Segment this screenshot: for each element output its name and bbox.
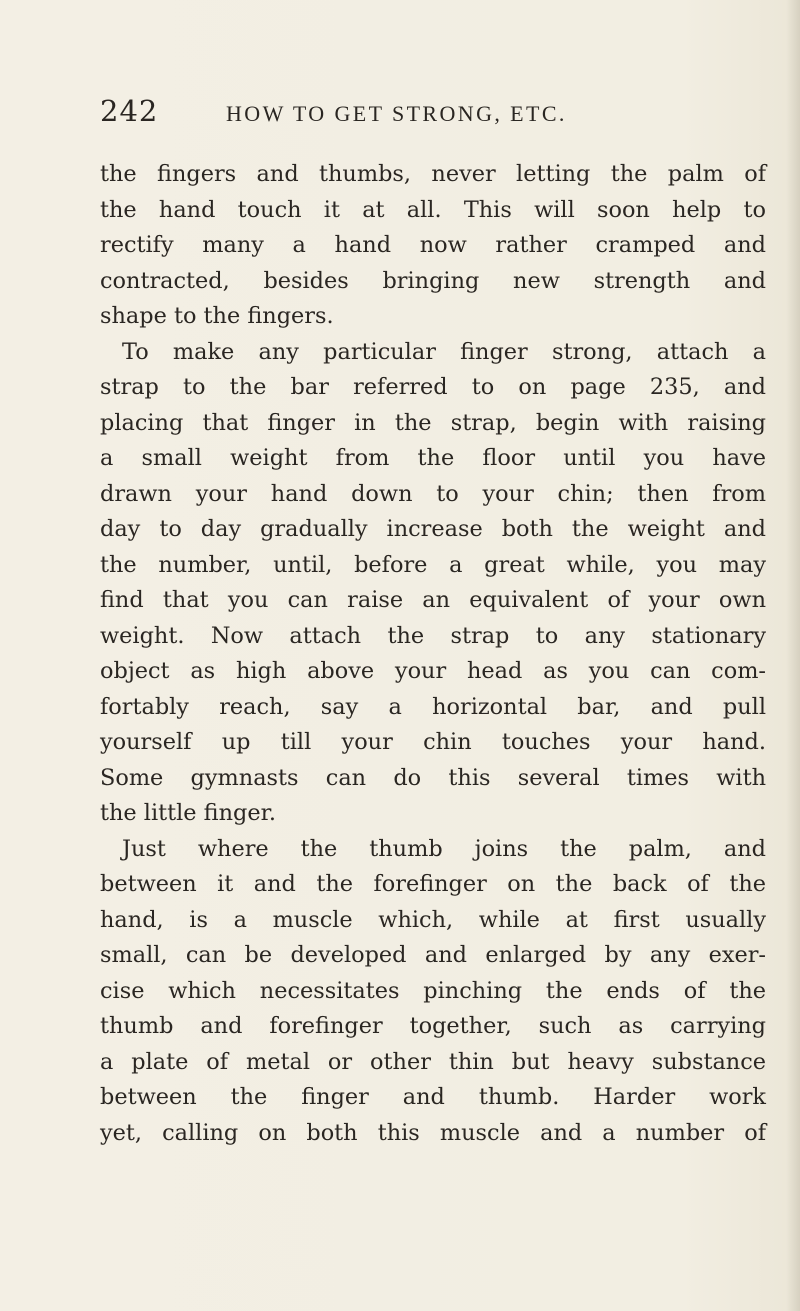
page-number: 242 bbox=[100, 94, 159, 128]
page-header bbox=[100, 94, 760, 134]
text-line: To make any particular finger strong, attach a bbox=[122, 338, 766, 365]
text-line: the fingers and thumbs, never letting the palm of bbox=[100, 161, 766, 187]
text-line: a plate of metal or other thin but heavy substance bbox=[100, 1048, 766, 1075]
text-line: a small weight from the floor until you have bbox=[100, 445, 766, 471]
text-line: find that you can raise an equivalent of your own bbox=[100, 587, 766, 613]
text-line: rectify many a hand now rather cramped and bbox=[100, 232, 766, 258]
text-line: shape to the fingers. bbox=[100, 303, 334, 329]
text-line: the number, until, before a great while, you may bbox=[100, 551, 766, 578]
running-head: HOW TO GET STRONG, ETC. bbox=[226, 101, 567, 126]
text-line: yourself up till your chin touches your hand. bbox=[100, 729, 766, 755]
text-line: between the finger and thumb. Harder work bbox=[100, 1084, 766, 1110]
text-line: object as high above your head as you can com- bbox=[100, 658, 766, 684]
text-line: fortably reach, say a horizontal bar, and pull bbox=[100, 693, 766, 720]
text-line: Just where the thumb joins the palm, and bbox=[122, 835, 766, 862]
page-edge-shadow bbox=[786, 0, 800, 1311]
text-line: small, can be developed and enlarged by any exer- bbox=[100, 942, 766, 968]
text-line: strap to the bar referred to on page 235, and bbox=[100, 374, 766, 400]
text-line: thumb and forefinger together, such as carrying bbox=[100, 1013, 766, 1039]
text-line: Some gymnasts can do this several times with bbox=[100, 764, 766, 791]
text-line: drawn your hand down to your chin; then from bbox=[100, 480, 766, 507]
text-line: cise which necessitates pinching the ends of the bbox=[100, 977, 766, 1004]
text-line: the little finger. bbox=[100, 800, 276, 826]
text-line: contracted, besides bringing new strength and bbox=[100, 267, 766, 294]
text-line: placing that finger in the strap, begin with raising bbox=[100, 409, 766, 436]
body-text bbox=[100, 157, 766, 1151]
text-line: hand, is a muscle which, while at first usually bbox=[100, 906, 766, 933]
text-line: day to day gradually increase both the weight and bbox=[100, 516, 766, 542]
text-line: yet, calling on both this muscle and a number of bbox=[100, 1119, 766, 1146]
text-line: between it and the forefinger on the back of the bbox=[100, 871, 766, 897]
text-line: weight. Now attach the strap to any stationary bbox=[100, 622, 766, 649]
text-line: the hand touch it at all. This will soon help to bbox=[100, 196, 766, 223]
